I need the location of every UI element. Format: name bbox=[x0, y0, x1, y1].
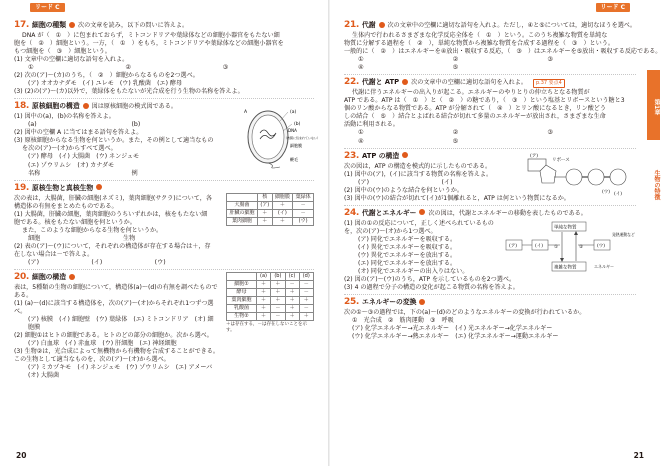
choices: (ア) オオカナダモ (イ) ユレモ (ウ) 乳酸菌 (エ) 酵母 bbox=[28, 80, 183, 88]
question-stem: 次の文章を読み，以下の問いに答えよ。 bbox=[78, 22, 189, 29]
question-number: 25. bbox=[344, 297, 360, 308]
question-22 bbox=[344, 77, 636, 145]
question-number: 21. bbox=[344, 20, 360, 30]
question-24 bbox=[344, 208, 636, 292]
choice: (ウ) 異化でエネルギーを放出する。 bbox=[358, 251, 457, 259]
answer-blank[interactable]: ① bbox=[358, 55, 364, 63]
answer-blank[interactable]: ① bbox=[358, 129, 364, 137]
answer-blank[interactable]: 名称 bbox=[28, 169, 41, 177]
fig-label-c: (ウ) bbox=[602, 189, 611, 195]
subquestion: (2) 図中の(ウ)のような結合を何というか。 bbox=[344, 186, 463, 194]
question-title: 代謝と ATP bbox=[362, 78, 400, 87]
answer-blank[interactable]: (a) bbox=[28, 121, 37, 129]
answer-row bbox=[344, 129, 636, 137]
phosphate-3 bbox=[610, 169, 626, 185]
question-25 bbox=[344, 297, 636, 341]
subquestion: (3) 図中の(ウ)の結合が切れて(イ)が1個離れると，ATP は何という物質になるか。 bbox=[344, 194, 570, 202]
left-column bbox=[14, 20, 321, 382]
answer-blank[interactable]: 例 bbox=[131, 169, 138, 177]
question-number: 19. bbox=[14, 182, 30, 193]
answer-blank[interactable]: ① bbox=[28, 64, 34, 71]
divider bbox=[14, 269, 314, 270]
fig-label-ribose: リボース bbox=[552, 157, 570, 163]
passage-line: しの結合（ ⑤ ）結合とよばれる結合が切れて多量のエネルギーが放出され，さまざまな生命 bbox=[344, 113, 606, 121]
question-number: 22. bbox=[344, 77, 360, 88]
answer-blank[interactable]: (ア) bbox=[358, 178, 370, 186]
question-title: 原核細胞の構造 bbox=[32, 102, 80, 111]
q19-table bbox=[226, 193, 314, 226]
passage-line: 代謝に伴うエネルギーの出入りが起こる。エネルギーのやりとりの仲立ちとなる物質が bbox=[352, 89, 590, 97]
question-title: 代謝 bbox=[362, 21, 376, 29]
choice: (イ) 異化でエネルギーを吸収する。 bbox=[358, 243, 457, 251]
fig-label-a: (ア) bbox=[530, 153, 539, 159]
choices: (ウ) 化学エネルギー→熱エネルギー (エ) 化学エネルギー→運動エネルギー bbox=[352, 333, 559, 341]
q20-table bbox=[226, 272, 314, 321]
difficulty-dot-icon bbox=[69, 274, 75, 280]
answer-row bbox=[14, 259, 212, 267]
answer-row bbox=[344, 179, 519, 187]
choices: (ア) 白血球 (イ) 赤血球 (ウ) 肝細胞 (エ) 神経細胞 bbox=[28, 340, 177, 348]
divider bbox=[14, 98, 314, 99]
fig-label-dna: DNA bbox=[288, 128, 297, 134]
question-23 bbox=[344, 151, 636, 203]
answer-row bbox=[344, 64, 636, 72]
question-number: 20. bbox=[14, 272, 30, 283]
answer-blank[interactable]: (ア) bbox=[28, 259, 40, 266]
question-number: 24. bbox=[344, 207, 360, 218]
choices: (ア) 核膜 (イ) 細胞壁 (ウ) 葉緑体 (エ) ミトコンドリア (オ) 細胞膜 bbox=[28, 316, 214, 332]
fig-label-activity: 発熱運動など bbox=[612, 231, 635, 237]
question-17 bbox=[14, 20, 314, 96]
subquestion: (2) 図中の空欄 A に当てはまる語句を答えよ。 bbox=[14, 129, 143, 137]
subquestion: (1) 大腸菌，肝臓の細胞，葉肉細胞のうちいずれかは，核をもたない細胞である。核をもたない細胞を何というか。 bbox=[14, 210, 208, 226]
fig-label-a: (ア) bbox=[509, 243, 518, 249]
subquestion: (1) (a)〜(d)に該当する構造体を，次の(ア)〜(オ)からそれぞれ1つずつ選べ。 bbox=[14, 300, 214, 316]
answer-blank[interactable]: ⑤ bbox=[452, 137, 459, 145]
answer-blank[interactable]: ② bbox=[452, 55, 459, 63]
divider bbox=[344, 205, 636, 206]
passage-line: 物質に分解する過程を（ ② ），単純な物質から複雑な物質を合成する過程を（ ③ ）という。 bbox=[344, 39, 614, 47]
answer-blank[interactable]: (ウ) bbox=[154, 259, 166, 266]
subquestion: また，このような細胞からなる生物を何というか。 bbox=[22, 226, 163, 234]
table-row: 生物② ＋ － ＋ ＋ bbox=[227, 313, 314, 321]
fig-label-flagellum: 鞭毛 bbox=[290, 157, 298, 163]
subquestion: (1) 図中の(ア)，(イ)に該当する物質の名称を答えよ。 bbox=[344, 170, 493, 178]
page-number: 20 bbox=[16, 451, 27, 461]
difficulty-dot-icon bbox=[402, 152, 408, 158]
question-18 bbox=[14, 101, 321, 177]
difficulty-dot-icon bbox=[69, 22, 75, 28]
answer-row bbox=[344, 138, 636, 146]
prokaryote-diagram bbox=[242, 103, 321, 167]
question-stem: 次の文章中の空欄に適切な語句を入れよ。ただし，④と⑤については，適切なほうを選べ。 bbox=[387, 22, 636, 29]
fig-label-c: (ウ) bbox=[597, 243, 606, 249]
subquestion: (1) 文章中の空欄に適切な語句を入れよ。 bbox=[14, 55, 129, 63]
difficulty-dot-icon bbox=[419, 209, 425, 215]
subquestion: (1) 図の①の反応について，正しく述べられているものを，次の(ア)〜(オ)から1つ選べ。 bbox=[344, 219, 494, 235]
subquestion: (2) 細胞①はヒトの細胞である。ヒトのどの部分の細胞か。次から選べ。 bbox=[14, 332, 213, 340]
table-row: 葉肉細胞 ＋ ＋ ＋ ＋ bbox=[227, 297, 314, 305]
difficulty-dot-icon bbox=[419, 299, 425, 305]
answer-blank[interactable]: (b) bbox=[131, 121, 141, 129]
subquestion: (3) 生物②は，光合成によって無機物から有機物を合成することができる。この生物として適当なものを，次の(ア)〜(オ)から選べ。 bbox=[14, 348, 219, 364]
answer-blank[interactable]: ③ bbox=[547, 129, 553, 137]
question-stem: 次の図は，代謝とエネルギーの移動を表したものである。 bbox=[428, 209, 587, 217]
chapter-name: 生物の特徴 bbox=[653, 170, 660, 200]
fig-label-1: ① bbox=[554, 244, 559, 250]
question-title: エネルギーの変換 bbox=[362, 298, 417, 307]
divider bbox=[14, 180, 314, 181]
choice: (オ) 同化でエネルギーの出入りはない。 bbox=[358, 268, 469, 275]
divider bbox=[344, 294, 636, 295]
answer-blank[interactable]: 生物 bbox=[123, 234, 136, 242]
choices: (ア) 化学エネルギー→光エネルギー (イ) 光エネルギー→化学エネルギー bbox=[352, 325, 553, 333]
answer-blank[interactable]: ③ bbox=[547, 55, 553, 63]
fig-label-b: (イ) bbox=[535, 243, 544, 249]
divider bbox=[344, 148, 636, 149]
difficulty-dot-icon bbox=[402, 79, 408, 85]
question-title: 代謝とエネルギー bbox=[362, 208, 417, 217]
atp-structure-diagram bbox=[526, 153, 636, 199]
question-number: 23. bbox=[344, 150, 360, 161]
subquestion: (2) 次の(ア)〜(カ)のうち，（ ② ）細胞からなるものを2つ選べ。 bbox=[14, 72, 199, 80]
answer-blank[interactable]: ④ bbox=[358, 64, 364, 72]
passage-line: 生体内で行われるさまざまな化学反応全体を（ ① ）という。このうち複雑な物質を単純な bbox=[352, 31, 608, 39]
passage-line: もつ細胞を（ ③ ）細胞という。 bbox=[14, 47, 111, 55]
phosphate-1 bbox=[566, 169, 582, 185]
subquestion: を次の(ア)〜(オ)からすべて選べ。 bbox=[22, 145, 117, 153]
question-stem: 次の図は，ATP の構造を模式的に示したものである。 bbox=[344, 162, 492, 170]
passage-line: 一般的に（ ② ）はエネルギーを④放出・吸収する反応，（ ③ ）はエネルギーを⑤放出・吸収する反応である。 bbox=[344, 47, 661, 55]
passage-line: 活動に利用される。 bbox=[344, 121, 399, 129]
subquestion: (3) 原核細胞からなる生物を何というか。また，その例として適当なもの bbox=[14, 137, 214, 145]
answer-blank[interactable]: (イ) bbox=[91, 259, 103, 266]
difficulty-dot-icon bbox=[379, 22, 385, 28]
page-number: 21 bbox=[633, 451, 644, 461]
answer-row bbox=[14, 235, 212, 243]
fig-label-b: (b) bbox=[294, 122, 301, 128]
subquestion: (2) 表の(ア)〜(ウ)について，それぞれの構造体が存在する場合は＋，存在しない場合は－で答えよ。 bbox=[14, 242, 211, 258]
passage-line: 胞を（ ② ）細胞という。一方，（ ① ）をもち，ミトコンドリアや葉緑体などの細胞小器官を bbox=[14, 39, 284, 47]
answer-row bbox=[14, 170, 229, 178]
items: ① 光合成 ② 筋肉運動 ③ 呼吸 bbox=[352, 317, 454, 324]
fig-label-complex: 複雑な物質 bbox=[554, 265, 577, 271]
choice: (ア) 同化でエネルギーを吸収する。 bbox=[358, 235, 457, 243]
choices: (エ) ゾウリムシ (オ) カナダモ bbox=[28, 161, 115, 169]
question-stem: 次の文章中の空欄に適切な語句を入れよ。 bbox=[411, 79, 527, 87]
answer-row bbox=[14, 64, 314, 72]
question-stem: 次の表は，大腸菌，肝臓の細胞(ネズミ)，葉肉細胞(サクラ)について，各構造体の有無をまとめたものである。 bbox=[14, 194, 212, 210]
answer-blank[interactable]: ② bbox=[452, 129, 459, 137]
question-title: ATP の構造 bbox=[362, 151, 400, 160]
fig-label-b: (イ) bbox=[614, 191, 623, 197]
question-stem: 表は，5種類の生物の細胞について，構造体(a)〜(d)の有無を調べたものである。 bbox=[14, 284, 218, 300]
phosphate-2 bbox=[588, 169, 604, 185]
question-stem: 図は原核細胞の模式図である。 bbox=[91, 103, 177, 111]
difficulty-dot-icon bbox=[96, 184, 102, 190]
table-row: 乳酸菌 ＋ － ＋ － bbox=[227, 305, 314, 313]
question-20 bbox=[14, 272, 314, 380]
choices: (ア) 酵母 (イ) 大腸菌 (ウ) ネンジュモ bbox=[28, 153, 140, 161]
table-row: 肝臓の細胞 ＋ (イ) － bbox=[227, 209, 314, 217]
choice: (エ) 同化でエネルギーを放出する。 bbox=[358, 259, 457, 267]
question-number: 17. bbox=[14, 20, 30, 30]
left-page bbox=[0, 0, 330, 466]
table-row: 細胞① ＋ ＋ － － bbox=[227, 281, 314, 289]
divider bbox=[344, 74, 636, 75]
fig-label-a: (a) bbox=[290, 110, 297, 116]
flagellum-shape bbox=[268, 163, 280, 168]
table-note: ＋は存在する，－は存在しないことを示す。 bbox=[226, 322, 307, 334]
question-title: 細胞の構造 bbox=[32, 273, 67, 282]
question-21 bbox=[344, 20, 661, 72]
passage-line: DNA が（ ① ）に包まれておらず，ミトコンドリアや葉緑体などの細胞小器官をもたない細 bbox=[22, 31, 280, 39]
fig-label-2: ② bbox=[579, 244, 584, 250]
question-stem: 次の①〜③の過程では，下の(a)〜(d)のどのようなエネルギーの変換が行われているか。 bbox=[344, 308, 586, 316]
subquestion: (2) 図の(ア)〜(ウ)のうち，ATP を示しているものを2つ選べ。 bbox=[344, 276, 516, 284]
answer-blank[interactable]: 細胞 bbox=[28, 234, 41, 242]
table-header-row: 核 細胞膜 葉緑体 bbox=[227, 193, 314, 201]
answer-blank[interactable]: ③ bbox=[222, 64, 229, 71]
subquestion: (1) 図中の(a)，(b)の名称を答えよ。 bbox=[14, 113, 115, 121]
passage-line: ATP である。ATP は（ ① ）と（ ② ）の糖であり，（ ③ ）という塩基とリボースという糖と3 bbox=[344, 97, 625, 105]
question-number: 18. bbox=[14, 101, 30, 112]
table-row: 葉肉細胞 ＋ ＋ (ウ) bbox=[227, 217, 314, 225]
fig-label-simple: 単純な物質 bbox=[554, 225, 577, 231]
question-title: 細胞の種類 bbox=[32, 21, 67, 29]
answer-row bbox=[344, 56, 636, 64]
right-page bbox=[330, 0, 660, 466]
difficulty-dot-icon bbox=[83, 103, 89, 109]
answer-blank[interactable]: ④ bbox=[358, 137, 364, 145]
subquestion: (3) 4 の過程で分子の構造の変化が起こる物質の名称を答えよ。 bbox=[344, 284, 519, 292]
table-header-row: (a) (b) (c) (d) bbox=[227, 273, 314, 281]
table-row: 大腸菌 (ア) ＋ － bbox=[227, 201, 314, 209]
question-19 bbox=[14, 183, 314, 267]
fig-label-A: A bbox=[244, 110, 248, 116]
choices: (ア) ミカヅキモ (イ) ネンジュモ (ウ) ゾウリムシ (エ) アメーバ (オ) 大腸菌 bbox=[28, 364, 219, 380]
table-row: 酵母 ＋ ＋ ＋ － bbox=[227, 289, 314, 297]
chapter-tab: 第1章 bbox=[647, 70, 660, 140]
answer-blank[interactable]: (イ) bbox=[441, 178, 453, 186]
fig-label-energy: エネルギー bbox=[594, 263, 614, 269]
fig-label-membrane: 細胞膜 bbox=[290, 143, 302, 149]
answer-blank[interactable]: ② bbox=[125, 64, 131, 71]
metabolism-energy-diagram bbox=[502, 218, 636, 278]
answer-blank[interactable]: ⑤ bbox=[452, 64, 459, 72]
fig-label-nucleus-note: （核膜に包まれていない） bbox=[284, 136, 321, 141]
question-title: 原核生物と真核生物 bbox=[32, 183, 94, 192]
passage-line: 個のリン酸からなる物質である。ATP が分解されて（ ④ ）とリン酸になるとき，リン酸どう bbox=[344, 105, 606, 113]
subquestion: (3) (2)の(ア)〜(カ)以外で，葉緑体をもたないが光合成を行う生物の名称を答えよ。 bbox=[14, 88, 244, 96]
level-badge: リード C bbox=[596, 3, 631, 12]
level-badge: リード C bbox=[30, 3, 65, 12]
reference-badge[interactable]: p.37 要点4 bbox=[533, 79, 565, 88]
